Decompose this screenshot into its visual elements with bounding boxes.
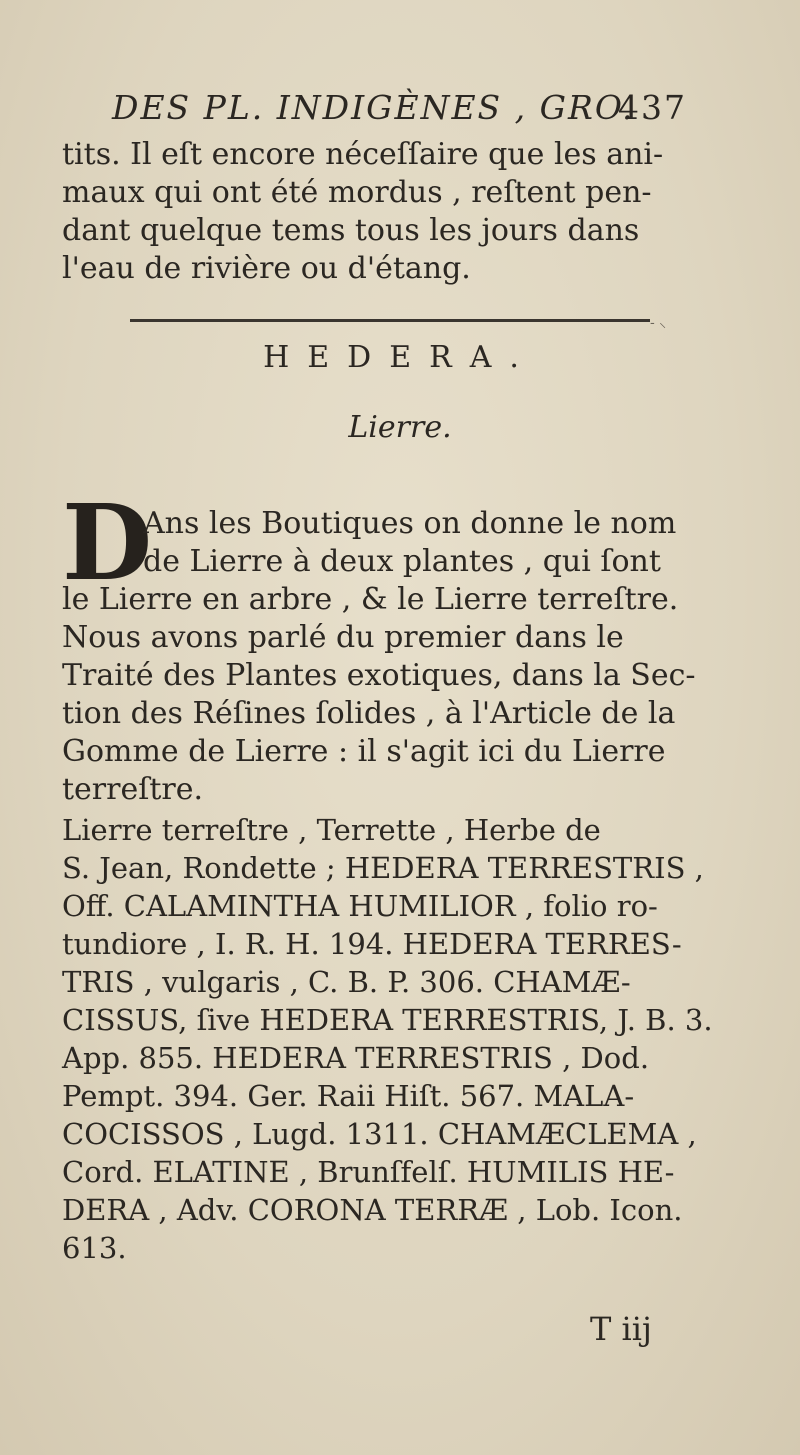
section-title: HEDERA. [263,340,537,375]
text-line: l'eau de rivière ou d'étang. [62,251,471,286]
text-line: tion des Réſines ſolides , à l'Article de la [62,696,676,731]
synonym-line: Off. CALAMINTHA HUMILIOR , folio ro- [62,889,658,923]
text-line: Gomme de Lierre : il s'agit ici du Lierre [62,734,666,769]
synonym-line: DERA , Adv. CORONA TERRÆ , Lob. Icon. [62,1193,683,1227]
synonym-line: Cord. ELATINE , Brunſfelſ. HUMILIS HE- [62,1155,675,1189]
page-number: 437 [618,88,687,127]
synonym-line: Pempt. 394. Ger. Raii Hiſt. 567. MALA- [62,1079,635,1113]
synonyms-paragraph [62,811,713,1267]
section-subtitle: Lierre. [348,410,452,445]
synonym-line: CISSUS, ſive HEDERA TERRESTRIS, J. B. 3. [62,1003,713,1037]
section-divider [130,319,650,322]
synonym-line: 613. [62,1231,127,1265]
text-line: Ans les Boutiques on donne le nom [143,506,677,541]
text-line: maux qui ont été mordus , reſtent pen- [62,175,652,210]
top-paragraph [62,136,687,288]
text-line: Traité des Plantes exotiques, dans la Sec- [62,658,696,693]
running-head [112,88,687,132]
drop-cap: D [62,481,153,604]
drop-cap-lines [143,505,688,581]
text-line: tits. Il eſt encore néceſſaire que les ani- [62,137,664,172]
text-line: terreſtre. [62,772,204,807]
text-line: Nous avons parlé du premier dans le [62,620,624,655]
divider-ornament: - ⸜ [650,315,667,331]
synonym-line: App. 855. HEDERA TERRESTRIS , Dod. [62,1041,650,1075]
text-line: de Lierre à deux plantes , qui ſont [143,544,661,579]
synonym-line: TRIS , vulgaris , C. B. P. 306. CHAMÆ- [62,965,631,999]
signature-mark: T iij [590,1310,652,1348]
synonym-line: tundiore , I. R. H. 194. HEDERA TERRES- [62,927,682,961]
synonym-line: Lierre terreſtre , Terrette , Herbe de [62,813,601,847]
text-line: le Lierre en arbre , & le Lierre terreſtre. [62,582,679,617]
body-paragraph [62,581,696,809]
running-head-title: DES PL. INDIGÈNES , GRO. [112,88,635,127]
synonym-line: S. Jean, Rondette ; HEDERA TERRESTRIS , [62,851,704,885]
text-line: dant quelque tems tous les jours dans [62,213,640,248]
synonym-line: COCISSOS , Lugd. 1311. CHAMÆCLEMA , [62,1117,697,1151]
